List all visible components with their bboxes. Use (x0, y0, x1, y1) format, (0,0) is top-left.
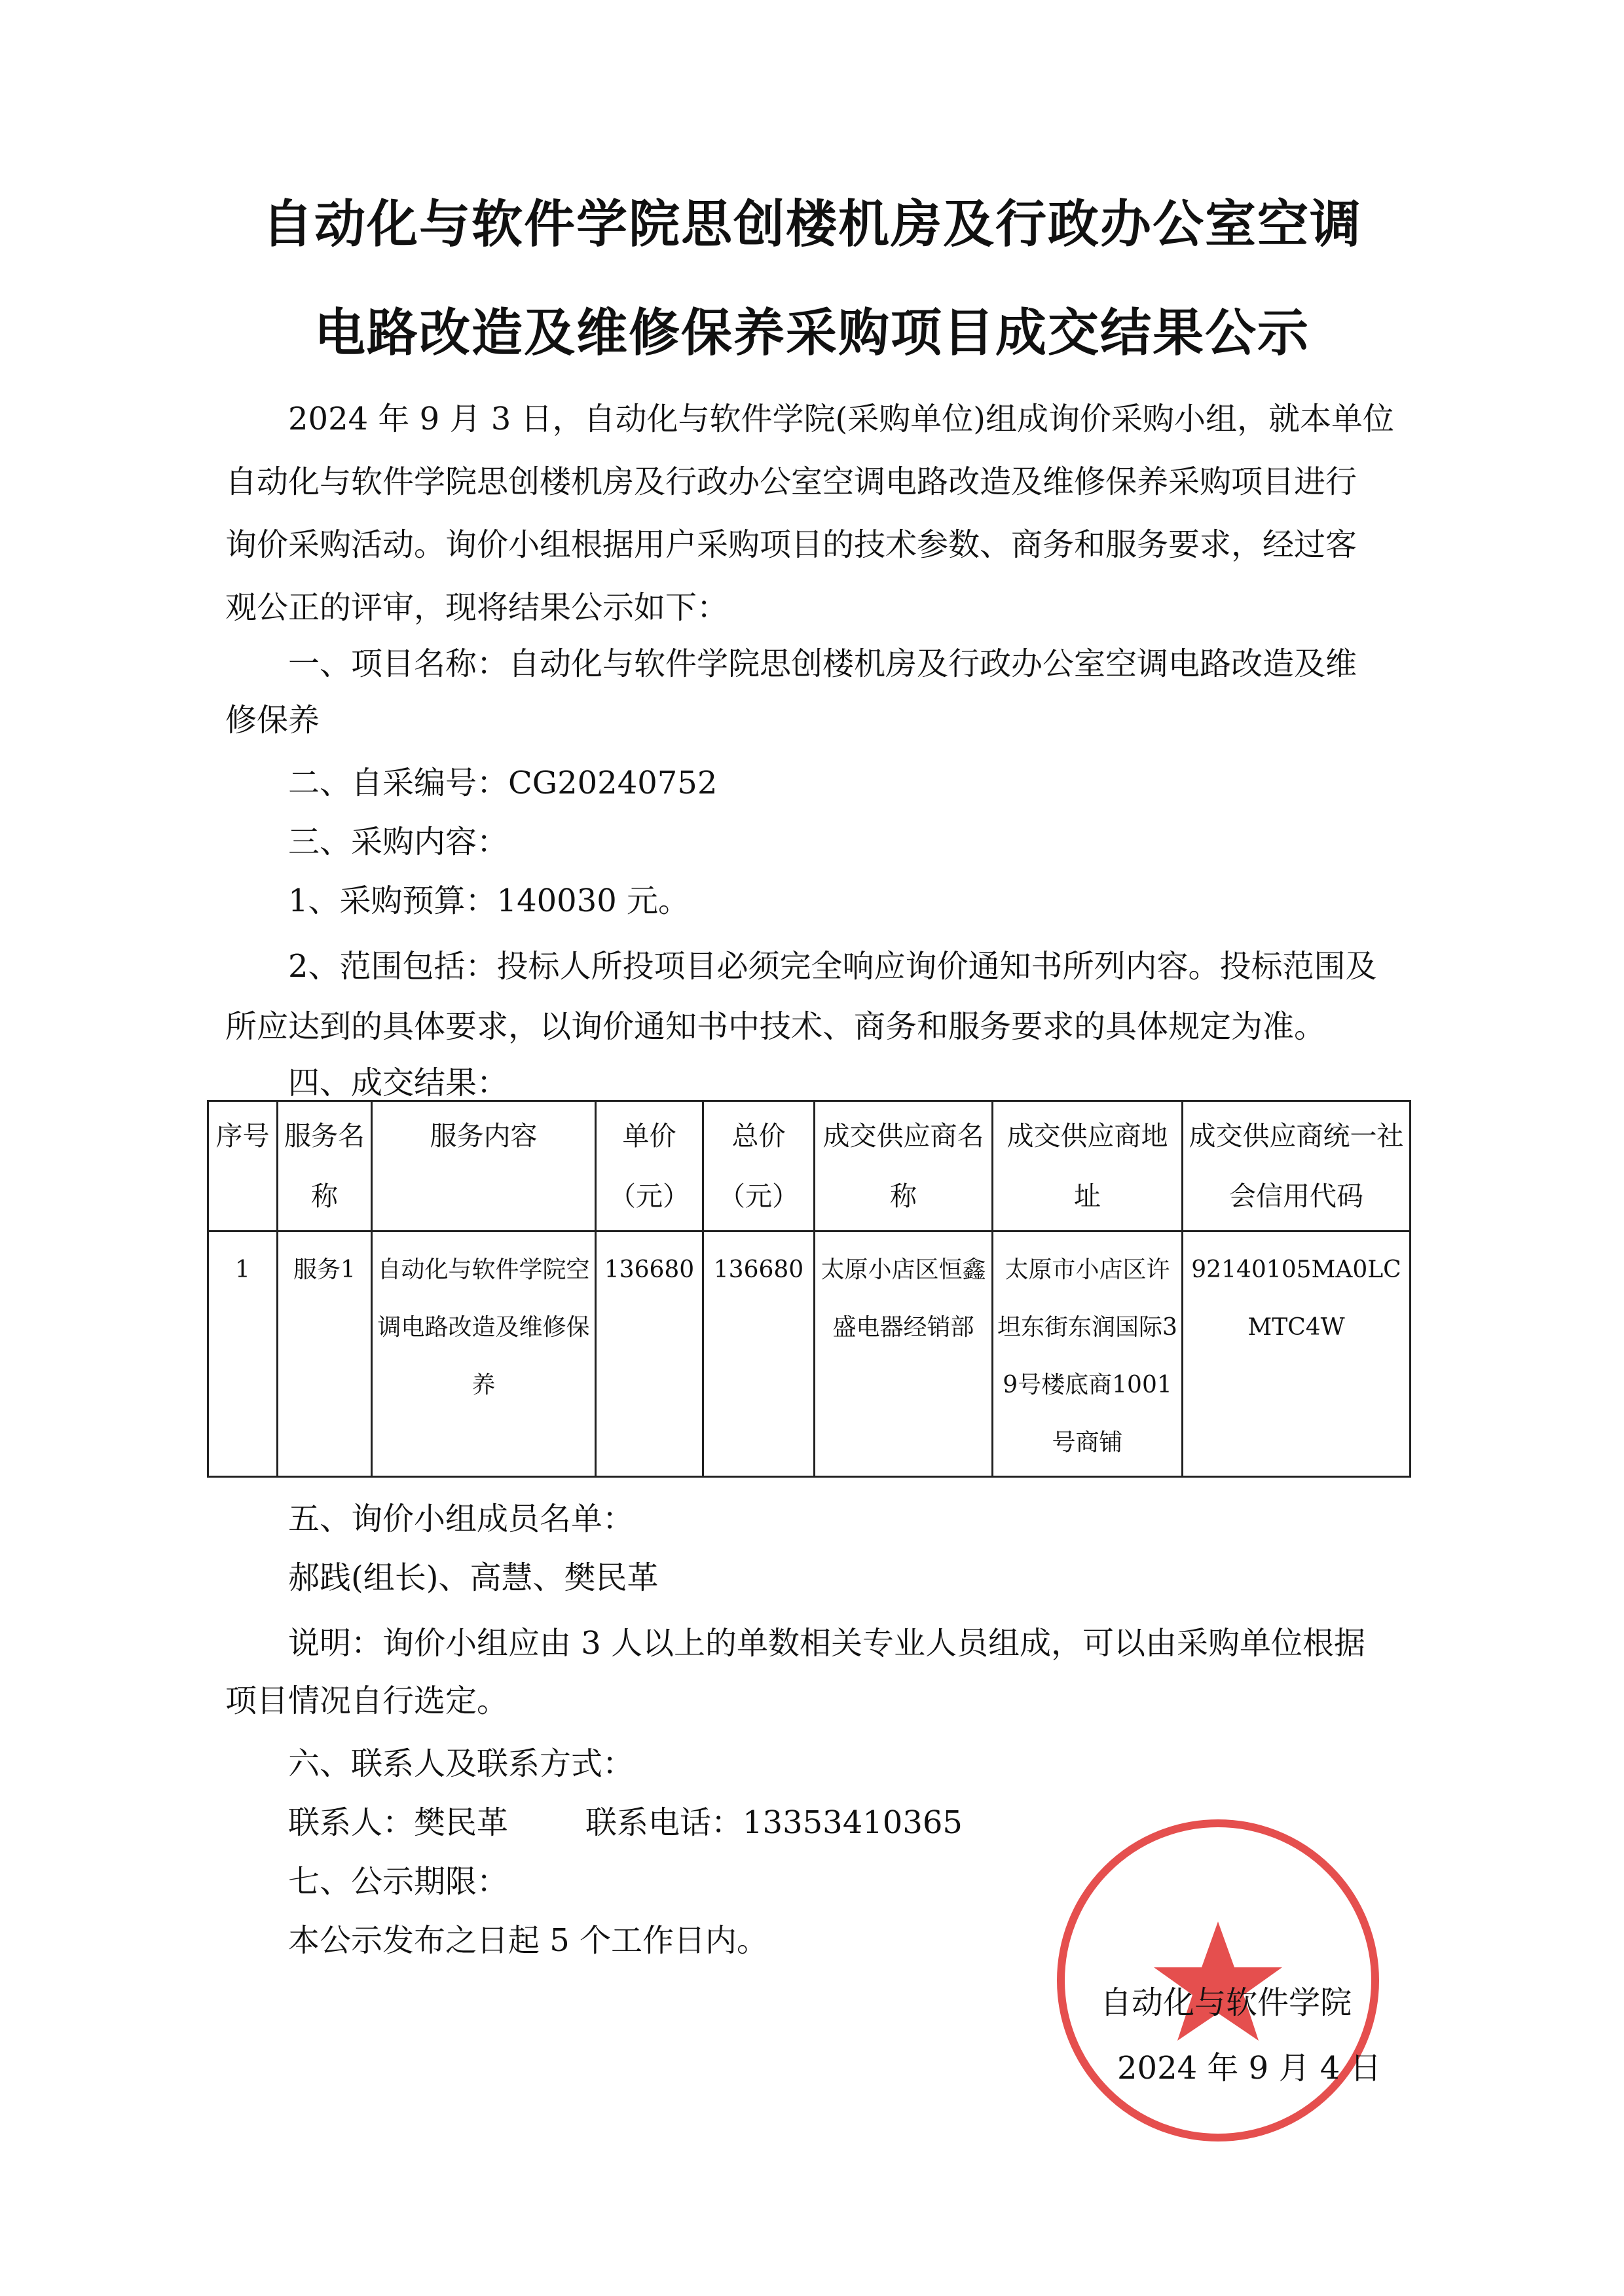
budget-line: 1、采购预算：140030 元。 (288, 883, 690, 919)
section5-heading: 五、询价小组成员名单： (288, 1501, 635, 1537)
table-row (208, 1231, 1411, 1477)
table-header-row (208, 1101, 1411, 1231)
cell-content: 自动化与软件学院空调电路改造及维修保养 (372, 1231, 596, 1477)
document-title-line1: 自动化与软件学院思创楼机房及行政办公室空调 (261, 195, 1362, 254)
contact-phone: 联系电话：13353410365 (585, 1804, 963, 1841)
scope-line-1: 2、范围包括：投标人所投项目必须完全响应询价通知书所列内容。投标范围及 (288, 948, 1377, 985)
cell-unit-price: 136680 (596, 1231, 703, 1477)
scope-line-2: 所应达到的具体要求，以询价通知书中技术、商务和服务要求的具体规定为准。 (225, 1008, 1326, 1045)
document-title-line2: 电路改造及维修保养采购项目成交结果公示 (314, 304, 1310, 363)
section3-heading: 三、采购内容： (288, 824, 509, 860)
section4-heading: 四、成交结果： (288, 1065, 509, 1101)
members-list: 郝践(组长)、高慧、樊民革 (288, 1559, 659, 1596)
header-supplier-name: 成交供应商名称 (815, 1101, 993, 1231)
header-content: 服务内容 (372, 1101, 596, 1231)
note-line-1: 说明：询价小组应由 3 人以上的单数相关专业人员组成，可以由采购单位根据 (288, 1625, 1366, 1662)
cell-total-price: 136680 (703, 1231, 815, 1477)
header-unit-price: 单价（元） (596, 1101, 703, 1231)
intro-line-2: 自动化与软件学院思创楼机房及行政办公室空调电路改造及维修保养采购项目进行 (225, 464, 1357, 500)
intro-line-3: 询价采购活动。询价小组根据用户采购项目的技术参数、商务和服务要求，经过客 (225, 526, 1357, 563)
header-credit-code: 成交供应商统一社会信用代码 (1183, 1101, 1411, 1231)
note-line-2: 项目情况自行选定。 (225, 1683, 509, 1719)
header-seq: 序号 (208, 1101, 278, 1231)
contact-person: 联系人：樊民革 (288, 1804, 509, 1841)
cell-supplier-name: 太原小店区恒鑫盛电器经销部 (815, 1231, 993, 1477)
header-service: 服务名称 (278, 1101, 372, 1231)
signature-org: 自动化与软件学院 (1100, 1984, 1352, 2021)
result-table (207, 1100, 1411, 1478)
section1-line-2: 修保养 (225, 702, 320, 738)
cell-supplier-address: 太原市小店区许坦东街东润国际39号楼底商1001号商铺 (993, 1231, 1183, 1477)
intro-line-1: 2024 年 9 月 3 日，自动化与软件学院(采购单位)组成询价采购小组，就本单位 (288, 401, 1394, 437)
header-total-price: 总价（元） (703, 1101, 815, 1231)
section2-code: 二、自采编号：CG20240752 (288, 765, 718, 801)
section1-line-1: 一、项目名称：自动化与软件学院思创楼机房及行政办公室空调电路改造及维 (288, 646, 1357, 682)
section7-heading: 七、公示期限： (288, 1863, 509, 1900)
period-line: 本公示发布之日起 5 个工作日内。 (288, 1922, 769, 1959)
cell-service: 服务1 (278, 1231, 372, 1477)
section6-heading: 六、联系人及联系方式： (288, 1745, 635, 1782)
header-supplier-address: 成交供应商地址 (993, 1101, 1183, 1231)
signature-date: 2024 年 9 月 4 日 (1117, 2050, 1382, 2086)
cell-credit-code: 92140105MA0LCMTC4W (1183, 1231, 1411, 1477)
intro-line-4: 观公正的评审，现将结果公示如下： (225, 589, 729, 626)
cell-seq: 1 (208, 1231, 278, 1477)
